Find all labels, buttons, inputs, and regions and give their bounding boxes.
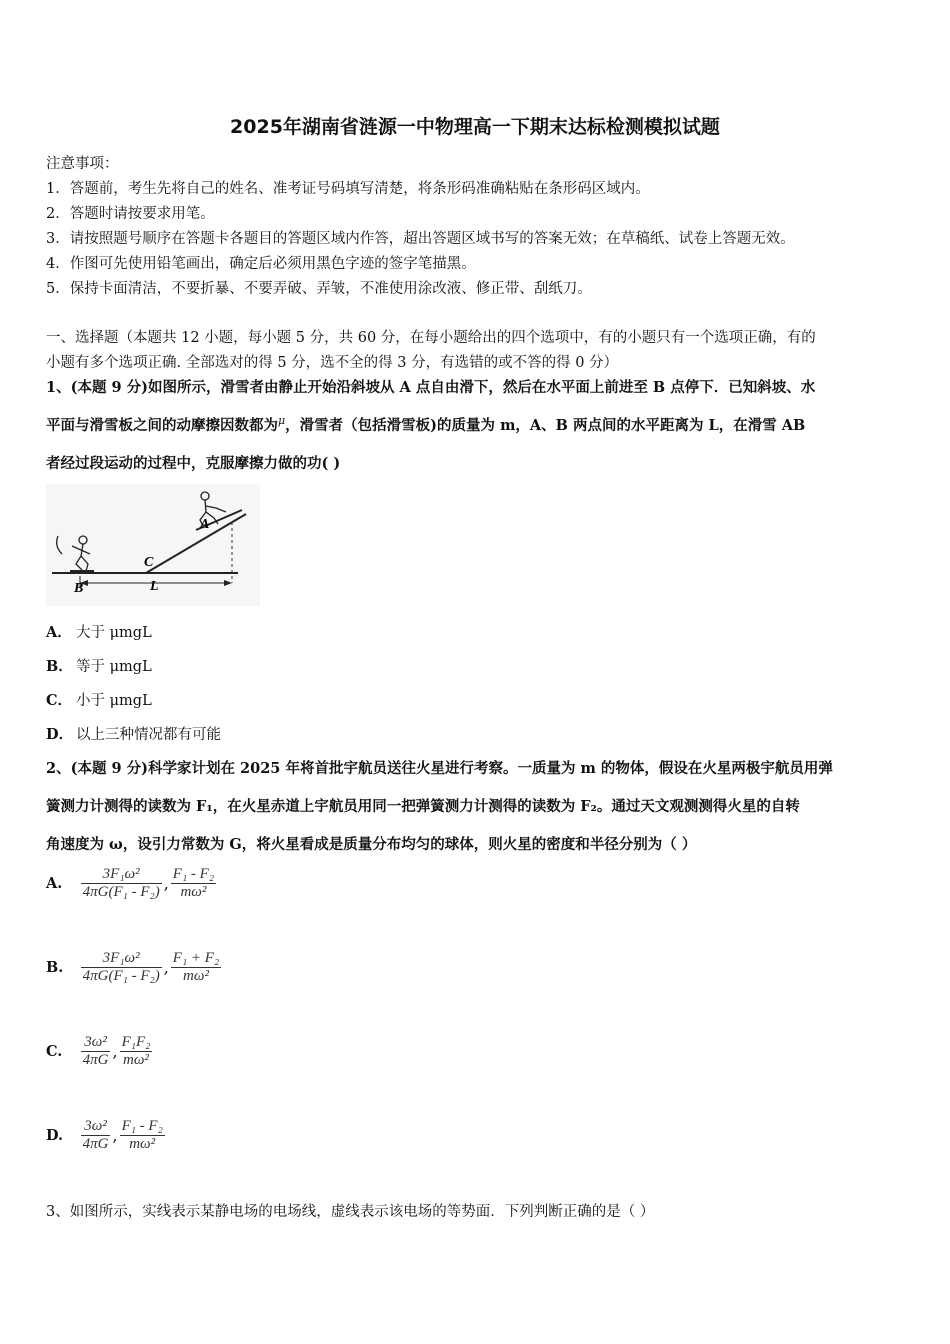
option-text: 以上三种情况都有可能: [76, 727, 221, 743]
option-label: D．: [46, 726, 74, 743]
label-c: C: [144, 555, 154, 570]
q2-option-a: A. $\frac{\text{3F₁ω²}}{\text{4πG(F₁ - F₂)}}$ , $\frac{\text{F₁ - F₂}}{\text{mω²}}$: [46, 866, 215, 900]
q1-text: 1、(本题 9 分)如图所示，滑雪者由静止开始沿斜坡从 A 点自由滑下，然后在水平面上前进至 B 点停下．已知斜坡、水: [46, 379, 816, 396]
density-fraction: [81, 866, 162, 901]
option-text: 小于 μmgL: [76, 693, 152, 709]
frac-denominator: 4πG: [82, 1136, 109, 1152]
q1-text-part: ，滑雪者（包括滑雪板)的质量为 m，A、B 两点间的水平距离为 L，在滑雪 AB: [285, 417, 806, 434]
option-text: 等于 μmgL: [76, 659, 152, 675]
q2-option-d: D. $\frac{\text{3ω²}}{4\pi G}$ , $\frac{\text{F₁ - F₂}}{\text{mω²}}$: [46, 1118, 163, 1152]
page-title: 2025年湖南省涟源一中物理高一下期末达标检测模拟试题: [230, 116, 720, 138]
radius-fraction: [171, 866, 216, 901]
frac-numerator: F₁ - F₂: [172, 866, 215, 882]
radius-fraction: [171, 950, 221, 985]
frac-numerator: F₁F₂: [121, 1034, 151, 1050]
label-a: A: [200, 517, 210, 532]
frac-denominator: mω²: [120, 1051, 153, 1069]
frac-numerator: 3F₁ω²: [102, 866, 140, 882]
notice-item: 2．答题时请按要求用笔。: [46, 206, 215, 222]
q3-text: 3、如图所示，实线表示某静电场的电场线，虚线表示该电场的等势面．下列判断正确的是（ ）: [46, 1204, 655, 1220]
frac-denominator: 4πG: [82, 1052, 109, 1068]
density-fraction: [81, 1118, 111, 1153]
ski-slope-figure: [46, 484, 260, 606]
q2-text-line2: 簧测力计测得的读数为 F₁，在火星赤道上宇航员用同一把弹簧测力计测得的读数为 F₂。通过天文观测测得火星的自转: [46, 798, 800, 815]
label-l: L: [150, 579, 159, 594]
notice-item: 3．请按照题号顺序在答题卡各题目的答题区域内作答，超出答题区域书写的答案无效；在草稿纸、试卷上答题无效。: [46, 231, 795, 247]
q1-text-line2: [46, 414, 805, 435]
frac-denominator: mω²: [171, 967, 221, 985]
notice-item: 1．答题前，考生先将自己的姓名、准考证号码填写清楚，将条形码准确粘贴在条形码区域内。: [46, 181, 650, 197]
frac-numerator: 3ω²: [84, 1034, 107, 1050]
q1-text-part: 平面与滑雪板之间的动摩擦因数都为: [46, 417, 278, 434]
q1-option-a: [46, 621, 152, 642]
label-b: B: [74, 581, 84, 596]
q2-text-line3: 角速度为 ω，设引力常数为 G，将火星看成是质量分布均匀的球体，则火星的密度和半径分别为（ ）: [46, 836, 697, 853]
frac-denominator: 4πG(F₁ - F₂): [82, 884, 160, 900]
notice-heading: 注意事项：: [46, 156, 119, 172]
q2-option-b: B. $\frac{\text{3F₁ω²}}{\text{4πG(F₁ - F₂)}}$ , $\frac{\text{F₁ + F₂}}{\text{mω²}}$: [46, 950, 220, 984]
notice-item: 4．作图可先使用铅笔画出，确定后必须用黑色字迹的签字笔描黑。: [46, 256, 476, 272]
option-label: B.: [46, 959, 64, 976]
frac-numerator: 3F₁ω²: [102, 950, 140, 966]
q2-option-c: C. $\frac{\text{3ω²}}{4\pi G}$ , $\frac{\text{F₁F₂}}{\text{mω²}}$: [46, 1034, 151, 1068]
option-label: C.: [46, 1043, 63, 1060]
frac-denominator: mω²: [120, 1135, 165, 1153]
frac-denominator: 4πG(F₁ - F₂): [82, 968, 160, 984]
option-label: A．: [46, 624, 72, 641]
frac-numerator: 3ω²: [84, 1118, 107, 1134]
option-label: C．: [46, 692, 73, 709]
frac-numerator: F₁ - F₂: [121, 1118, 163, 1134]
radius-fraction: [120, 1118, 165, 1153]
q1-option-d: [46, 723, 221, 744]
section-heading-cont: 小题有多个选项正确. 全部选对的得 5 分，选不全的得 3 分，有选错的或不答的得 0 分）: [46, 355, 619, 371]
q2-text: 2、(本题 9 分)科学家计划在 2025 年将首批宇航员送往火星进行考察。一质量为 m 的物体，假设在火星两极宇航员用弹: [46, 760, 833, 777]
radius-fraction: [120, 1034, 153, 1069]
frac-denominator: mω²: [171, 883, 216, 901]
q1-option-c: [46, 689, 152, 710]
notice-item: 5．保持卡面清洁，不要折暴、不要弄破、弄皱，不准使用涂改液、修正带、刮纸刀。: [46, 281, 592, 297]
mu-symbol: μ: [278, 414, 286, 428]
q1-text-line3: 者经过段运动的过程中，克服摩擦力做的功( ): [46, 455, 341, 472]
option-label: A.: [46, 875, 63, 892]
q1-option-b: [46, 655, 152, 676]
density-fraction: [81, 1034, 111, 1069]
frac-numerator: F₁ + F₂: [172, 950, 220, 966]
option-label: D.: [46, 1127, 64, 1144]
density-fraction: [81, 950, 162, 985]
option-text: 大于 μmgL: [76, 625, 152, 641]
section-heading: 一、选择题（本题共 12 小题，每小题 5 分，共 60 分，在每小题给出的四个选项中，有的小题只有一个选项正确，有的: [46, 330, 816, 346]
option-label: B．: [46, 658, 73, 675]
